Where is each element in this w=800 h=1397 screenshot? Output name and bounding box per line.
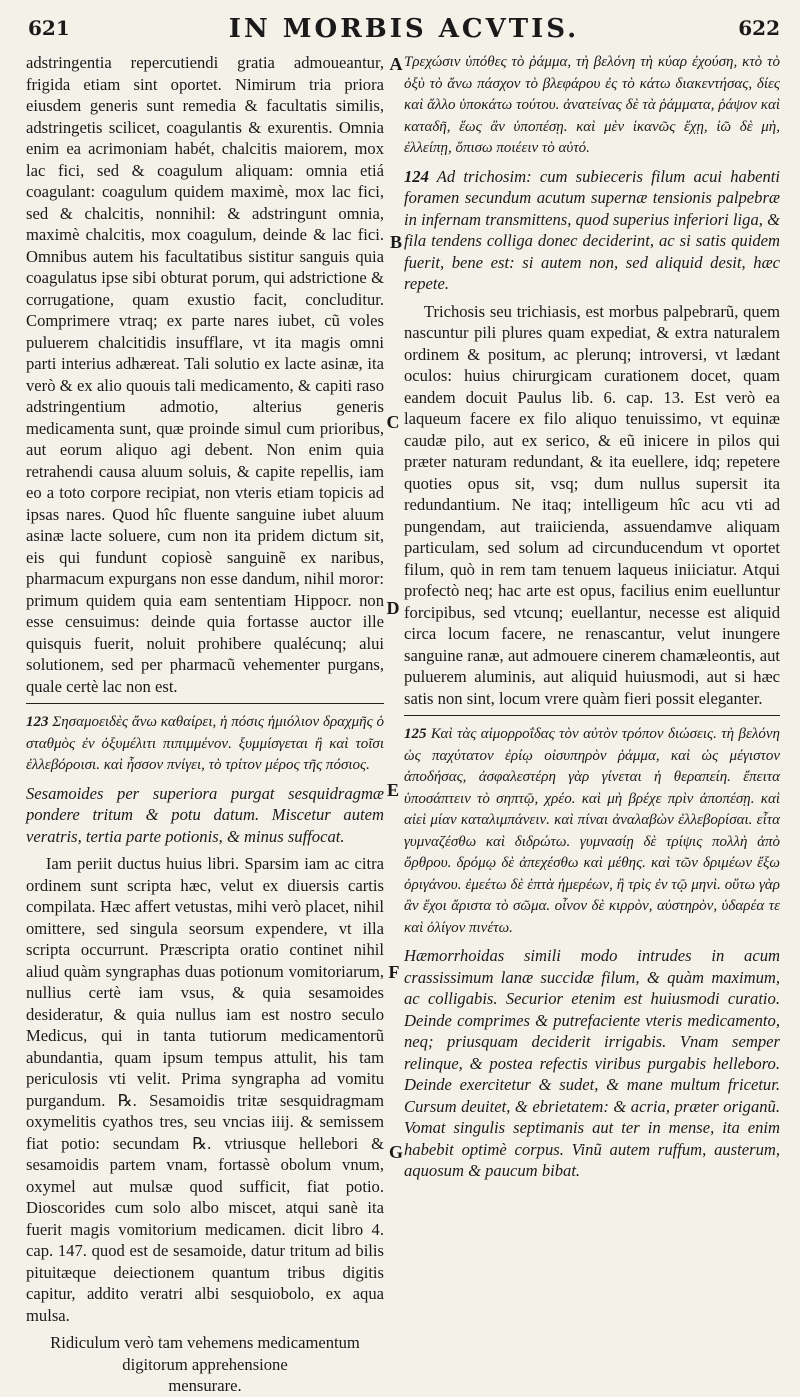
latin-translation: Hæmorrhoidas simili modo intrudes in acum crassissimum lanæ succidæ filum, & quàm maximum, ac colligabis. Securior etenim est huiusmodi curatio. Deinde comprimes & putrefaciente vteris medicamento, neq; priusquam deciderit irrigabis. Vnam semper relinque, & postea refectis viribus purgabis helleboro. Deinde exercitetur & sudet, & mane multum fricetur. Cursum deuitet, & ebrietatem: & acria, præter origanũ. Vomat singulis septimanis aut ter in mense, ita enim habebit optimè corpus. Vinũ autem ruffum, austerum, aquosum & paucum bibat. xyxy=(404,946,780,1180)
greek-aphorism: Τρεχώσιν ὑπόθες τὸ ῥάμμα, τὴ βελόνη τὴ κύαρ ἐχούση, κτὸ τὸ ὀξὺ τὸ ἄνω πάσχον τὸ βλεφάρου ἐς τὸ κάτω διακεντήσας, δίες καὶ ἄλλο ὑποκάτω τούτου. ἀνατείνας δὲ τὰ ῥάμματα, ῥάψον καὶ καταδῆ, ἕως ἂν ὑποπέσῃ. καὶ μὲν ἱκανῶς ἔχῃ, ἰῶ δὲ μὴ, ἐλλείπῃ, ὅπισω ποιέειν τὸ αὐτό. xyxy=(404,54,780,156)
greek-aphorism xyxy=(26,712,384,777)
page-header xyxy=(28,14,780,44)
right-column xyxy=(404,52,780,1182)
margin-letter-c: C xyxy=(386,412,400,432)
commentary-paragraph: Trichosis seu trichiasis, est morbus palpebrarũ, quem nascuntur pili plures quam expediat, & extra naturalem ordinem & positum, ac plerunq; introversi, vt lædant oculos: huius chirurgicam curationem docet, quam eandem docuit Paulus lib. 6. cap. 13. Est verò ea laqueum facere ex filo aliquo tenuissimo, vt equinæ caudæ pilo, aut ex serico, & eũ inicere in pilos qui præter naturam redundant, & ita euellere, idq; repetere quoties opus sit, vsq; dum nullus supersit ita redundantium. Ne itaq; intelligeum hîc acu vti ad pungendam, aut traiicienda, assuendamve aliquam particulam, sed solum ad circunducendum vt oportet filum, quò in rem tam tenuem laqueus iniiciatur. Atqui profectò neq; hac arte est opus, facilius enim euelluntur forcipibus, sed vtcunq; euellantur, necesse est aliquid circa locum facere, ne renascantur, velut inungere sanguine ranæ, aut admouere cinerem chamæleontis, aut puluerem aluminis, aut aliquid huiusmodi, aut si hæc satis non sint, locum vrere quàm fieri possit eleganter. xyxy=(404,301,780,708)
section-rule xyxy=(404,715,780,716)
margin-letter-f: F xyxy=(388,962,400,982)
margin-letter-g: G xyxy=(388,1142,403,1162)
aphorism-number: 125 xyxy=(404,726,427,742)
aphorism-number: 123 xyxy=(26,714,49,730)
greek-aphorism xyxy=(404,724,780,939)
right-page-number: 622 xyxy=(738,16,780,40)
latin-translation xyxy=(404,166,780,295)
commentary-paragraph: Iam periit ductus huius libri. Sparsim iam ac citra ordinem sunt scripta hæc, velut ex diuersis cartis compilata. Hæc affert vetustas, mihi verò placet, nihil omittere, sed singula seorsum expendere, vt illa scripta occurrunt. Præscripta oratio continet nihil aliud quàm syngraphas duas potionum vomitoriarum, nullius certè iam vsus, & quia sesamoides desideratur, & quia nullus iam est nostro seculo Medicus, qui in tanta tutiorum medicamentorũ abundantia, quam ipsum tempus attulit, his tam periculosis vti velit. Prima syngrapha ad vomitu purgandum. ℞. Sesamoidis tritæ sesquidragmam oxymelitis cyathos tres, seu vncias iiij. & semissem fiat potio: secundam ℞. vtriusque hellebori & sesamoidis partem vnam, fortassè obolum vnum, oxymel aut mulsæ quod sufficit, fiat potio. Dioscorides cum solo albo miscet, atqui sanè ita fuerit magis vomitorium medicamen. dicit libro 4. cap. 147. quod est de sesamoide, datur tritum ad bilis pituitæque deiectionem quantum tribus digitis capitur, addito veratri albi sesquiobolo, ex aqua mulsa. xyxy=(26,854,384,1325)
left-column xyxy=(26,52,384,1397)
latin-translation: Sesamoides per superiora purgat sesquidragmæ pondere tritum & potu datum. Miscetur autem veratris, tertia parte potionis, & minus suffocat. xyxy=(26,783,384,846)
aphorism-number: 124 xyxy=(404,166,429,186)
commentary-paragraph: adstringentia repercutiendi gratia admoueantur, frigida etiam sint oportet. Nimirum tria priora eiusdem generis sunt remedia & facultatis similis, adstringetis scilicet, coagulantis & exurentis. Omnia enim ea acrimoniam habét, chalcitis maiorem, mox lac fici, sed & coagulum aliquam: omnia etiá coagulant: coagulum quidem maximè, mox lac fici, sed & chalcitis, nonnihil: & adstringunt omnia, maximè chalcitis, mox coagulum, deinde & lac fici. Omnibus autem his facultatibus sistitur sanguis quia coagulatus ipse sibi obturat porum, qui adstrictione & corrugatione, quam exustio facit, concluditur. Comprimere vtraq; ex parte nares iubet, cũ voles puluerem chalcitidis insufflare, vt ita magis omni parti interius adhæreat. Tali solutio ex lacte asinæ, ita verò & ex alio quouis tali medicamento, & capiti raso adstringentium admotio, alterius generis medicamenta sunt, quæ proinde simul cum prioribus, aut eorum aliquo agi debent. Non enim quia retrahendi causa aluum soluis, & capite repellis, iam eo a toto corpore recipiat, non vteris etiam topicis ad ipsas nares. Quod hîc fluente sanguine iubet aluum asinæ lacte soluere, cum non ita pridem dictum sit, eis qui fundunt copiosè sanguinẽ ex naribus, pharmacum expurgans non esse dandum, nihil moror: primum quidem quia eam sententiam Hippocr. non esse censuimus: deinde quia fortasse auctor ille quisquis fuerit, noluit prohibere qualécunq; alui solutionem, sed per pharmacũ vehementer purgans, quale certè lac non est. xyxy=(26,53,384,696)
running-title: IN MORBIS ACVTIS. xyxy=(228,14,580,44)
margin-letter-e: E xyxy=(386,780,399,800)
left-page-number: 621 xyxy=(28,16,70,40)
margin-letter-a: A xyxy=(389,54,403,74)
closing-line: Ridiculum verò tam vehemens medicamentum digitorum apprehensione xyxy=(50,1333,360,1374)
latin-text: Ad trichosim: cum subieceris filum acui habenti foramen secundum acutum supernæ tensionis palpebræ in infernam transmittens, quod superius inferiori liga, & fila tendens colliga donec deciderint, ac si satis quidem fuerit, bene est: si autem non, sed aliquid desit, hæc repete. xyxy=(404,166,780,293)
margin-letter-d: D xyxy=(386,598,400,618)
greek-text: Σησαμοειδὲς ἄνω καθαίρει, ἡ πόσις ἡμιόλιον δραχμῆς ὁ σταθμὸς ἐν ὀξυμέλιτι πιπιμμένον. ξυμμίσγεται ἢ καὶ τοῖσι ἐλλεβόροισι. καὶ ἧσσον πνίγει, τὸ τρίτον μέρος τῆς πόσιος. xyxy=(26,714,385,773)
closing-line-end: mensurare. xyxy=(168,1376,242,1395)
section-rule xyxy=(26,703,384,704)
margin-letter-b: B xyxy=(389,232,402,252)
greek-text: Καὶ τὰς αἱμορροΐδας τὸν αὐτὸν τρόπον διώσεις. τὴ βελόνη ὡς παχύτατον ἐρίῳ οἰσυπηρὸν ῥάμμα, καὶ ὡς μέγιστον ἀποδήσας, ἀσφαλεστέρη γὰρ γίνεται ἡ θεραπείη. ἔπειτα ὑποσάπτειν τὸ σηπτῷ, χρέο. καὶ μὴ βρέχε πρὶν ἀποπέσῃ. καὶ αἰεὶ μίαν καταλιμπάνειν. καὶ πίναι ἀναλαβὼν ἐλλεβορίσαι. εἶτα γυμναζέσθω καὶ διδρώτω. γυμνασίῃ δὲ τρίψις πολλὴ ἀπὸ ὄρθρου. δρόμῳ δὲ ἀπεχέσθω καὶ μέθης. καὶ τῶν δριμέων ἔξω ὀριγάνου. ἐμεέτω δὲ ἑπτὰ ἡμερέων, ἢ τρὶς ἐν τῷ μηνὶ. οὕτω γὰρ ἂν ἔχοι ἄριστα τὸ σῶμα. οἶνον δὲ κιρρὸν, αὐστηρὸν, ὑδαρέα τε καὶ ὀλίγον πινέτω. xyxy=(404,726,780,936)
